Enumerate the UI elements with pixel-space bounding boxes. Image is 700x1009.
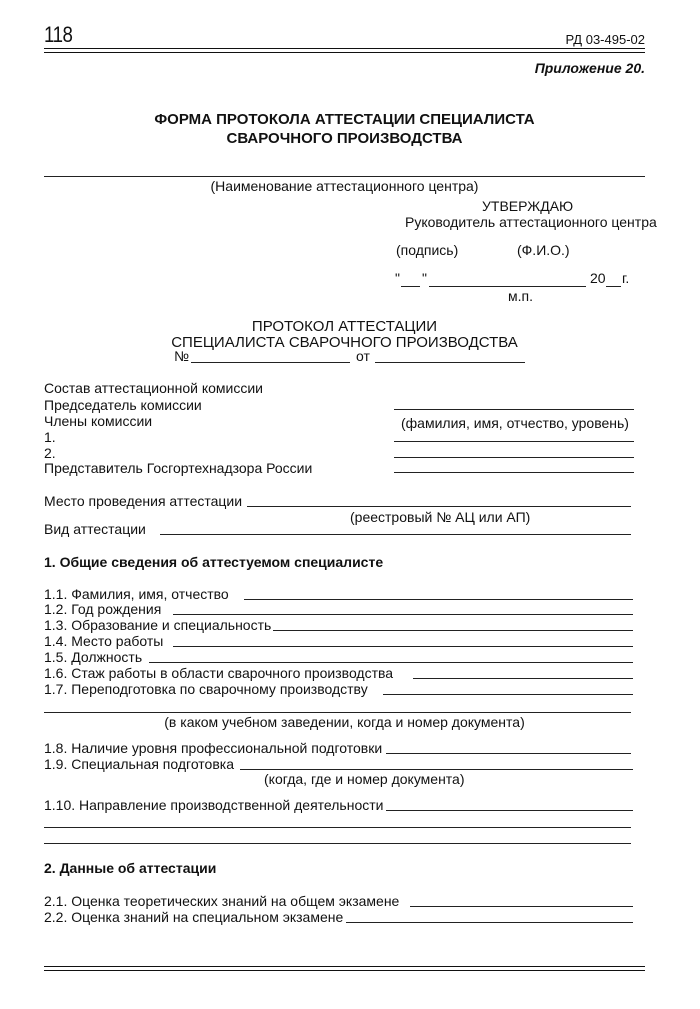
form-title-line2: СВАРОЧНОГО ПРОИЗВОДСТВА bbox=[226, 130, 463, 147]
year-prefix: 20 bbox=[590, 270, 606, 286]
item-1-10-field[interactable] bbox=[386, 810, 633, 811]
item-1-7-field-cont[interactable] bbox=[44, 712, 631, 713]
item-1-9-field[interactable] bbox=[240, 769, 633, 770]
item-1-7-label: 1.7. Переподготовка по сварочному производству bbox=[44, 681, 368, 697]
commission-composition-label: Состав аттестационной комиссии bbox=[44, 380, 263, 396]
center-name-line bbox=[44, 176, 645, 177]
quote-close: " bbox=[422, 270, 427, 286]
item-1-10-field-cont2[interactable] bbox=[44, 843, 631, 844]
member-2-field[interactable] bbox=[394, 457, 634, 458]
item-1-8-field[interactable] bbox=[386, 753, 631, 754]
header-rule bbox=[44, 48, 645, 49]
seal-caption: м.п. bbox=[508, 288, 533, 304]
fio-caption: (Ф.И.О.) bbox=[517, 242, 570, 258]
item-2-1-field[interactable] bbox=[410, 906, 633, 907]
member-1-field[interactable] bbox=[394, 441, 634, 442]
year-field[interactable] bbox=[606, 286, 621, 287]
chairman-label: Председатель комиссии bbox=[44, 397, 202, 413]
item-2-2-field[interactable] bbox=[346, 922, 633, 923]
item-1-4-label: 1.4. Место работы bbox=[44, 633, 164, 649]
item-1-10-label: 1.10. Направление производственной деятельности bbox=[44, 797, 384, 813]
protocol-title-line2: СПЕЦИАЛИСТА СВАРОЧНОГО ПРОИЗВОДСТВА bbox=[171, 334, 518, 351]
center-name-caption: (Наименование аттестационного центра) bbox=[210, 178, 479, 194]
protocol-number-field[interactable] bbox=[191, 362, 350, 363]
quote-open: " bbox=[395, 270, 400, 286]
member-2-label: 2. bbox=[44, 445, 56, 461]
item-1-8-label: 1.8. Наличие уровня профессиональной подготовки bbox=[44, 740, 383, 756]
item-1-5-label: 1.5. Должность bbox=[44, 649, 143, 665]
chairman-field[interactable] bbox=[394, 409, 634, 410]
member-1-label: 1. bbox=[44, 429, 56, 445]
item-1-1-field[interactable] bbox=[244, 599, 633, 600]
place-label: Место проведения аттестации bbox=[44, 493, 243, 509]
item-1-9-caption: (когда, где и номер документа) bbox=[264, 771, 465, 787]
item-1-7-caption: (в каком учебном заведении, когда и номер документа) bbox=[164, 714, 525, 730]
place-caption: (реестровый № АЦ или АП) bbox=[350, 509, 531, 525]
item-1-10-field-cont1[interactable] bbox=[44, 827, 631, 828]
place-field[interactable] bbox=[247, 506, 631, 507]
document-code: РД 03-495-02 bbox=[565, 32, 645, 47]
page-number: 118 bbox=[44, 22, 73, 47]
section-1-title: 1. Общие сведения об аттестуемом специалисте bbox=[44, 554, 384, 570]
item-1-1-label: 1.1. Фамилия, имя, отчество bbox=[44, 586, 229, 602]
kind-label: Вид аттестации bbox=[44, 521, 146, 537]
kind-field[interactable] bbox=[160, 534, 631, 535]
item-1-3-field[interactable] bbox=[273, 630, 633, 631]
approve-label: УТВЕРЖДАЮ bbox=[482, 198, 574, 214]
day-field[interactable] bbox=[401, 286, 420, 287]
header-rule-thin bbox=[44, 52, 645, 53]
rep-label: Представитель Госгортехнадзора России bbox=[44, 460, 313, 476]
members-caption: (фамилия, имя, отчество, уровень) bbox=[401, 415, 629, 431]
annex-label: Приложение 20. bbox=[534, 60, 645, 76]
item-1-3-label: 1.3. Образование и специальность bbox=[44, 617, 272, 633]
section-2-title: 2. Данные об аттестации bbox=[44, 860, 217, 876]
footer-rule-thin bbox=[44, 970, 645, 971]
form-title-line1: ФОРМА ПРОТОКОЛА АТТЕСТАЦИИ СПЕЦИАЛИСТА bbox=[154, 111, 535, 128]
protocol-from-label: от bbox=[356, 348, 370, 364]
item-1-6-field[interactable] bbox=[413, 678, 633, 679]
item-2-2-label: 2.2. Оценка знаний на специальном экзамене bbox=[44, 909, 344, 925]
item-1-7-field[interactable] bbox=[383, 694, 633, 695]
signature-caption: (подпись) bbox=[396, 242, 459, 258]
year-suffix: г. bbox=[622, 270, 630, 286]
protocol-title-line1: ПРОТОКОЛ АТТЕСТАЦИИ bbox=[251, 318, 438, 335]
approver-title: Руководитель аттестационного центра bbox=[405, 214, 657, 230]
rep-field[interactable] bbox=[394, 472, 634, 473]
protocol-date-field[interactable] bbox=[375, 362, 525, 363]
members-label: Члены комиссии bbox=[44, 413, 153, 429]
item-1-2-field[interactable] bbox=[173, 614, 633, 615]
item-1-2-label: 1.2. Год рождения bbox=[44, 601, 162, 617]
item-1-4-field[interactable] bbox=[173, 646, 633, 647]
number-sign: № bbox=[174, 348, 190, 364]
month-field[interactable] bbox=[429, 286, 586, 287]
item-1-5-field[interactable] bbox=[149, 662, 633, 663]
item-1-6-label: 1.6. Стаж работы в области сварочного производства bbox=[44, 665, 394, 681]
item-2-1-label: 2.1. Оценка теоретических знаний на общем экзамене bbox=[44, 893, 400, 909]
footer-rule bbox=[44, 966, 645, 967]
item-1-9-label: 1.9. Специальная подготовка bbox=[44, 756, 234, 772]
